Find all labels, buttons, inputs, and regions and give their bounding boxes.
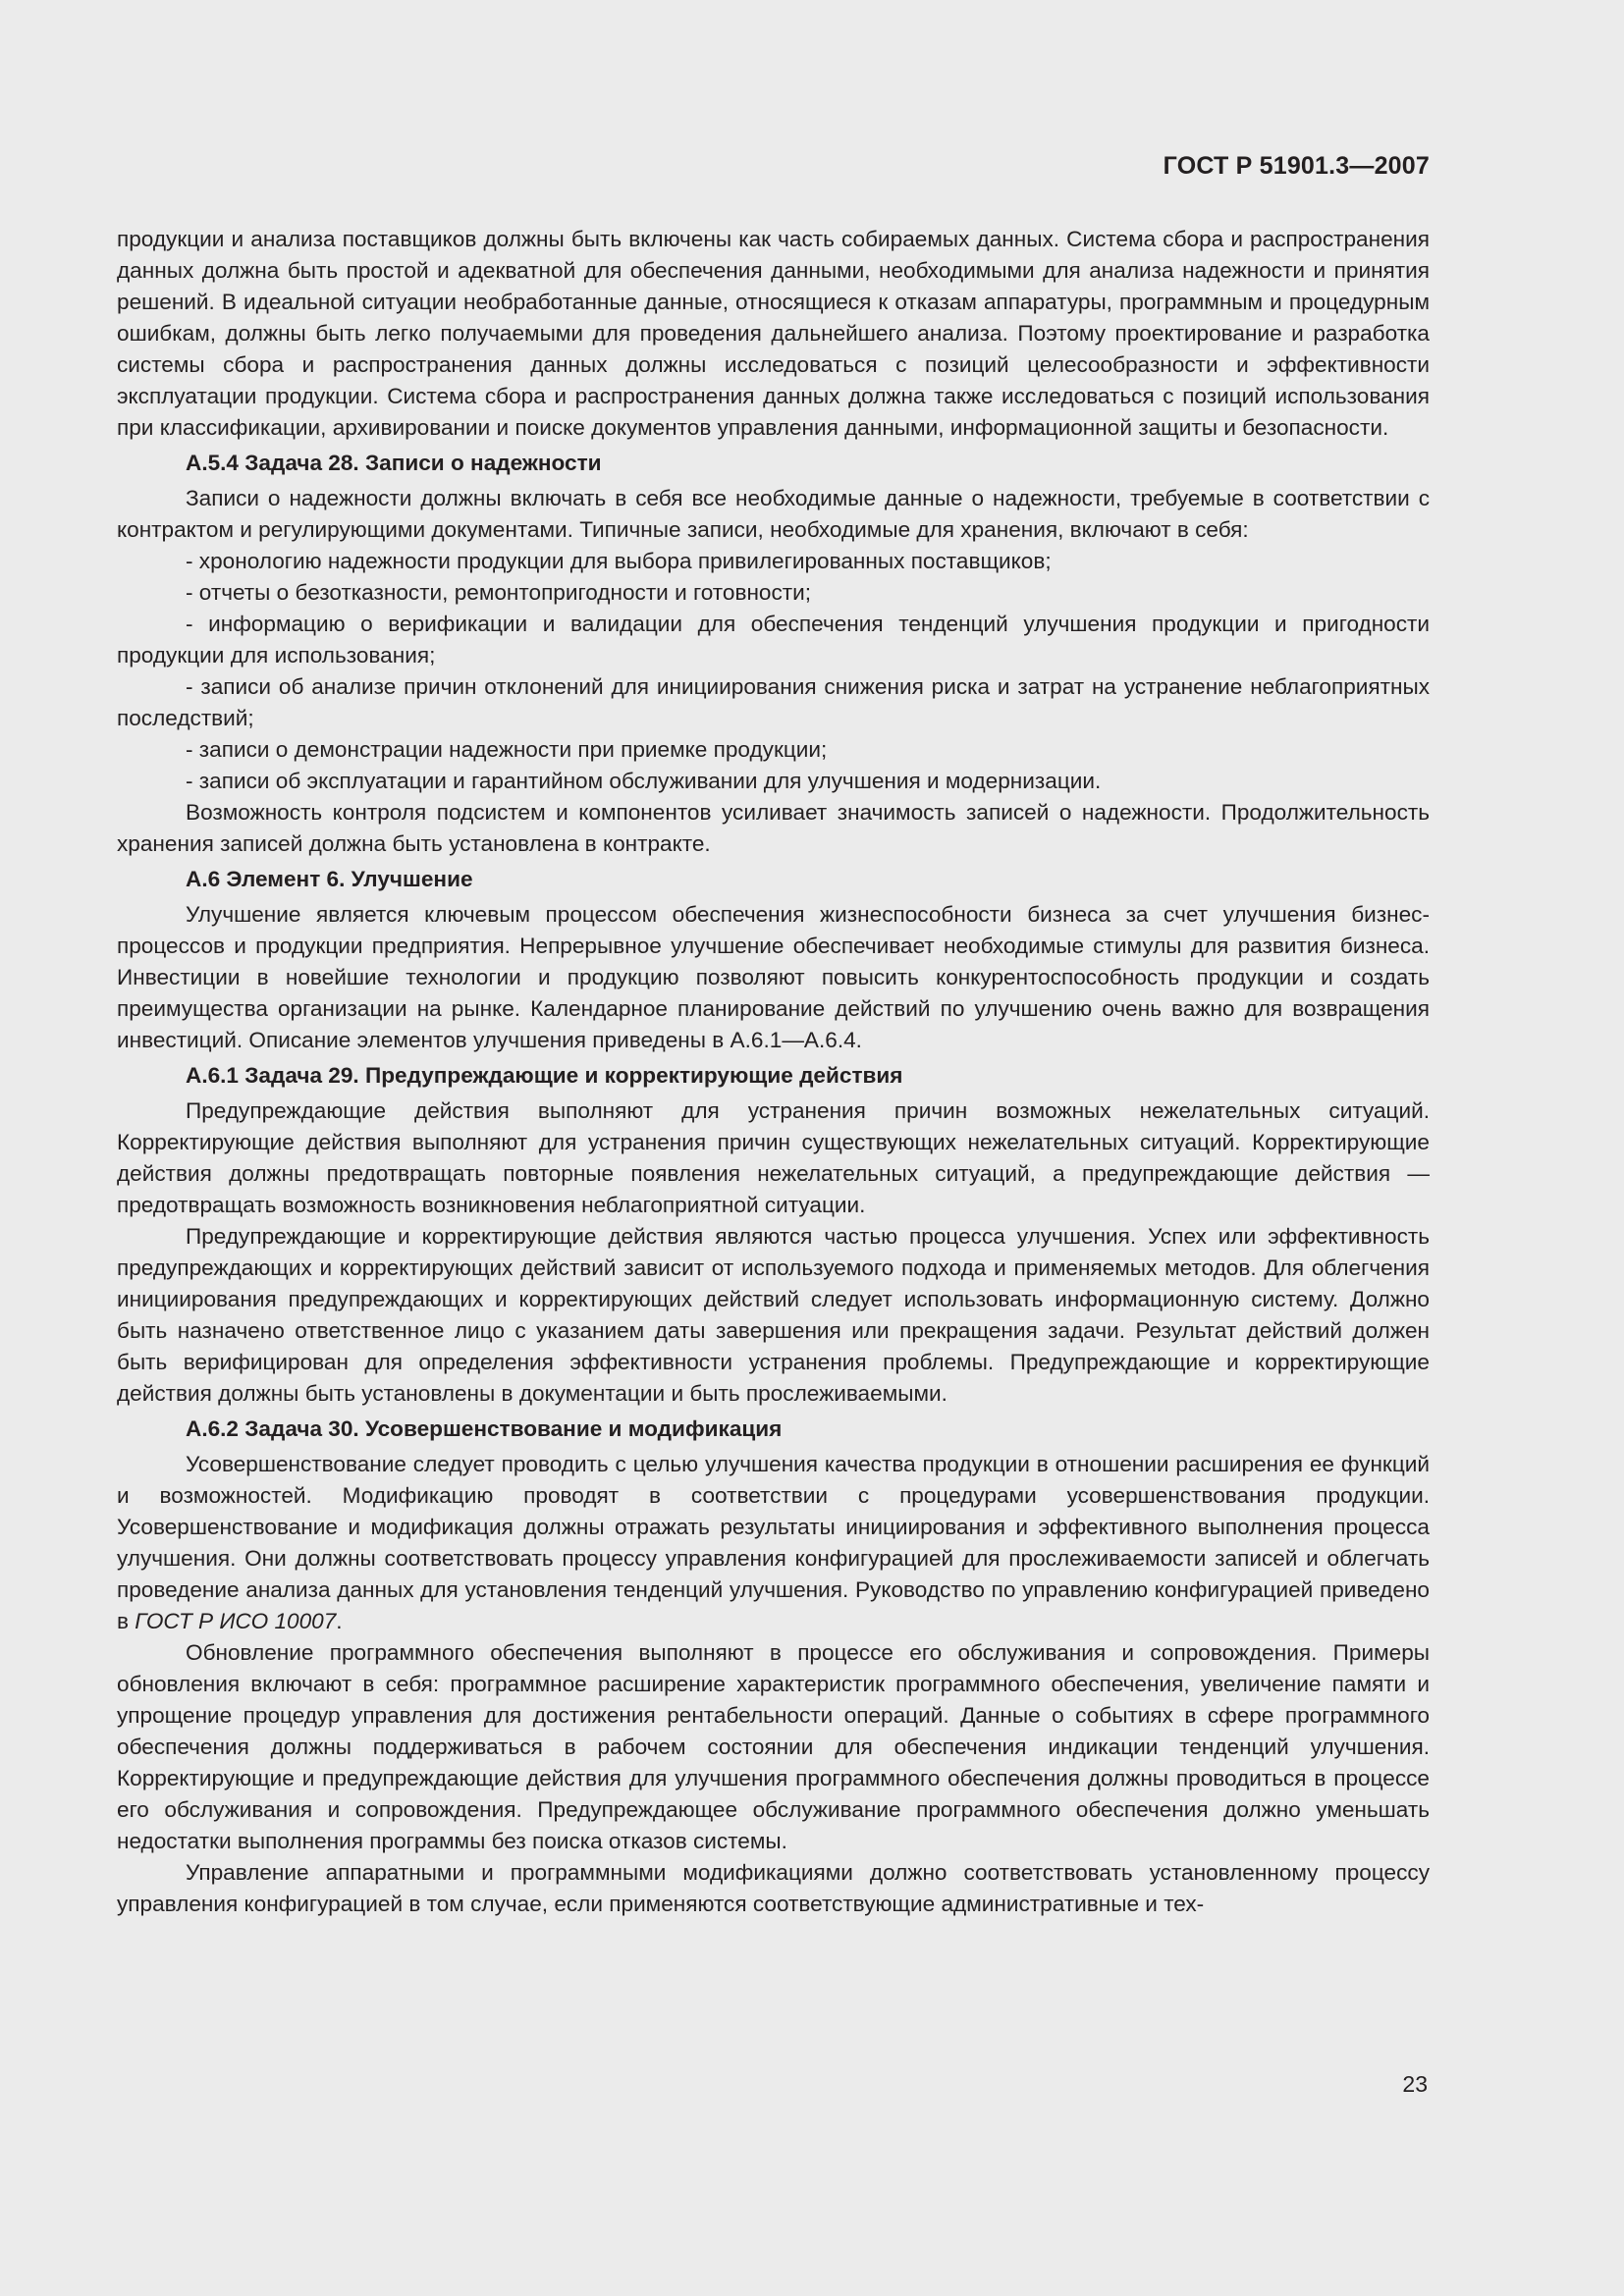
paragraph: Возможность контроля подсистем и компонентов усиливает значимость записей о надежности. Продолжительность хранения записей должна быть установлена в контракте. — [117, 800, 1430, 856]
list-item: - информацию о верификации и валидации для обеспечения тенденций улучшения продукции и пригодности продукции для использования; — [117, 612, 1430, 667]
section-heading-a54: А.5.4 Задача 28. Записи о надежности — [186, 451, 602, 475]
list-item: - хронологию надежности продукции для выбора привилегированных поставщиков; — [186, 549, 1052, 573]
list-item: - отчеты о безотказности, ремонтопригодности и готовности; — [186, 580, 812, 605]
paragraph: Предупреждающие и корректирующие действия являются частью процесса улучшения. Успех или эффективность предупреждающих и корректирующих действий зависит от используемого подхода и применяемых методов. Для облегчения инициирования предупреждающих и корректирующих действий следует использовать информационную систему. Должно быть назначено ответственное лицо с указанием даты завершения или прекращения задачи. Результат действий должен быть верифицирован для определения эффективности устранения проблемы. Предупреждающие и корректирующие действия должны быть установлены в документации и быть прослеживаемыми. — [117, 1224, 1430, 1406]
document-body — [117, 224, 1430, 1920]
paragraph: Записи о надежности должны включать в себя все необходимые данные о надежности, требуемые в соответствии с контрактом и регулирующими документами. Типичные записи, необходимые для хранения, включают в себя: — [117, 486, 1430, 542]
paragraph-text-end: . — [336, 1609, 343, 1633]
paragraph-continued: продукции и анализа поставщиков должны быть включены как часть собираемых данных. Система сбора и распространения данных должна быть простой и адекватной для обеспечения данными, необходимыми для анализа надежности и принятия решений. В идеальной ситуации необработанные данные, относящиеся к отказам аппаратуры, программным и процедурным ошибкам, должны быть легко получаемыми для проведения дальнейшего анализа. Поэтому проектирование и разработка системы сбора и распространения данных должны исследоваться с позиций целесообразности и эффективности эксплуатации продукции. Система сбора и распространения данных должна также исследоваться с позиций использования при классификации, архивировании и поиске документов управления данными, информационной защиты и безопасности. — [117, 227, 1430, 440]
paragraph — [117, 1449, 1430, 1637]
list-item: - записи об анализе причин отклонений для инициирования снижения риска и затрат на устранение неблагоприятных последствий; — [117, 674, 1430, 730]
standard-reference: ГОСТ Р ИСО 10007 — [135, 1609, 337, 1633]
paragraph: Предупреждающие действия выполняют для устранения причин возможных нежелательных ситуаций. Корректирующие действия выполняют для устранения причин существующих нежелательных ситуаций. Корректирующие действия должны предотвращать повторные появления нежелательных ситуаций, а предупреждающие действия — предотвращать возможность возникновения неблагоприятной ситуации. — [117, 1098, 1430, 1217]
paragraph-text: Усовершенствование следует проводить с целью улучшения качества продукции в отношении расширения ее функций и возможностей. Модификацию проводят в соответствии с процедурами усовершенствования продукции. Усовершенствование и модификация должны отражать результаты инициирования и эффективного выполнения процесса улучшения. Они должны соответствовать процессу управления конфигурацией для прослеживаемости записей и облегчать проведение анализа данных для установления тенденций улучшения. Руководство по управлению конфигурацией приведено в — [117, 1452, 1430, 1633]
paragraph: Управление аппаратными и программными модификациями должно соответствовать установленному процессу управления конфигурацией в том случае, если применяются соответствующие административные и тех- — [117, 1860, 1430, 1916]
section-heading-a6: А.6 Элемент 6. Улучшение — [186, 867, 473, 891]
paragraph: Обновление программного обеспечения выполняют в процессе его обслуживания и сопровождения. Примеры обновления включают в себя: программное расширение характеристик программного обеспечения, увеличение памяти и упрощение процедур управления для достижения рентабельности операций. Данные о событиях в сфере программного обеспечения должны поддерживаться в рабочем состоянии для обеспечения индикации тенденций улучшения. Корректирующие и предупреждающие действия для улучшения программного обеспечения должны проводиться в процессе его обслуживания и сопровождения. Предупреждающее обслуживание программного обеспечения должно уменьшать недостатки выполнения программы без поиска отказов системы. — [117, 1640, 1430, 1853]
document-code: ГОСТ Р 51901.3—2007 — [1163, 152, 1430, 180]
list-item: - записи о демонстрации надежности при приемке продукции; — [186, 737, 828, 762]
list-item: - записи об эксплуатации и гарантийном обслуживании для улучшения и модернизации. — [186, 769, 1102, 793]
paragraph: Улучшение является ключевым процессом обеспечения жизнеспособности бизнеса за счет улучшения бизнес-процессов и продукции предприятия. Непрерывное улучшение обеспечивает необходимые стимулы для развития бизнеса. Инвестиции в новейшие технологии и продукцию позволяют повысить конкурентоспособность продукции и создать преимущества организации на рынке. Календарное планирование действий по улучшению очень важно для возвращения инвестиций. Описание элементов улучшения приведены в А.6.1—А.6.4. — [117, 902, 1430, 1052]
page-number: 23 — [1402, 2071, 1428, 2097]
section-heading-a62: А.6.2 Задача 30. Усовершенствование и модификация — [186, 1416, 783, 1441]
section-heading-a61: А.6.1 Задача 29. Предупреждающие и корректирующие действия — [186, 1063, 903, 1088]
